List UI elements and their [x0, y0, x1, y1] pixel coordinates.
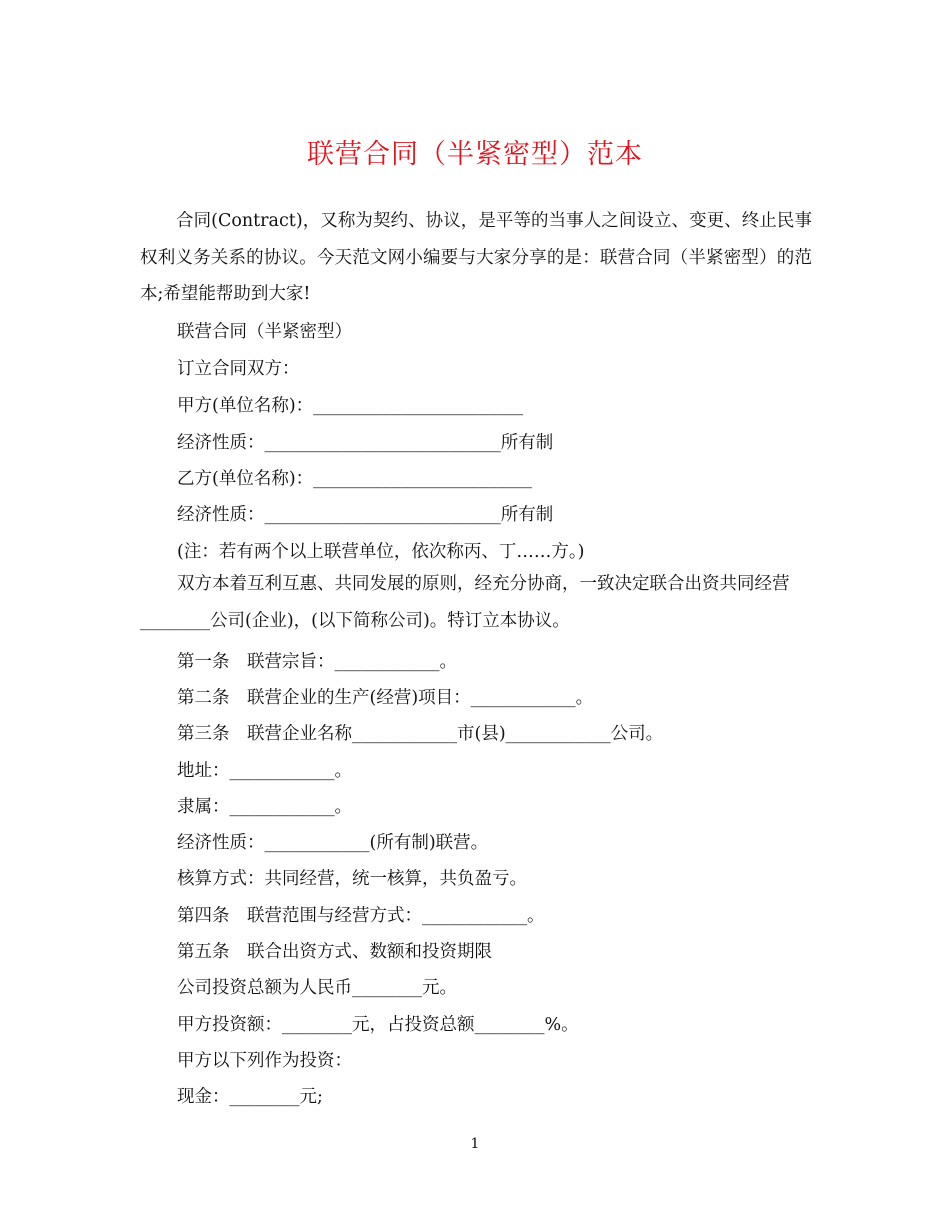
affiliation-line: 隶属：____________。: [177, 797, 352, 817]
party-b-name-line: 乙方(单位名称)：_________________________: [177, 469, 532, 489]
clause-4: 第四条 联营范围与经营方式：____________。: [177, 906, 545, 926]
clause-1: 第一条 联营宗旨：____________。: [177, 652, 457, 672]
contract-name-line: 联营合同（半紧密型）: [177, 322, 352, 342]
party-a-investment-items-line: 甲方以下列作为投资：: [177, 1051, 352, 1071]
party-a-nature-line: 经济性质：___________________________所有制: [177, 433, 554, 453]
accounting-method-line: 核算方式：共同经营，统一核算，共负盈亏。: [177, 869, 527, 889]
clause-3: 第三条 联营企业名称____________市(县)____________公司。: [177, 724, 664, 744]
page-number: 1: [470, 1136, 480, 1152]
agreement-paragraph: 双方本着互利互惠、共同发展的原则，经充分协商，一致决定联合出资共同经营________公司(企业)，(以下简称公司)。特订立本协议。: [140, 574, 790, 631]
note-line: (注：若有两个以上联营单位，依次称丙、丁……方。): [177, 542, 585, 562]
parties-heading: 订立合同双方：: [177, 359, 300, 379]
cash-line: 现金：________元;: [177, 1087, 323, 1107]
party-a-investment-line: 甲方投资额：________元，占投资总额________%。: [177, 1015, 579, 1035]
economic-nature-line: 经济性质：____________(所有制)联营。: [177, 833, 489, 853]
clause-2: 第二条 联营企业的生产(经营)项目：____________。: [177, 688, 594, 708]
address-line: 地址：____________。: [177, 761, 352, 781]
party-b-nature-line: 经济性质：___________________________所有制: [177, 505, 554, 525]
document-title: 联营合同（半紧密型）范本: [307, 139, 643, 170]
clause-5: 第五条 联合出资方式、数额和投资期限: [177, 942, 492, 962]
party-a-name-line: 甲方(单位名称)：________________________: [177, 396, 524, 416]
total-investment-line: 公司投资总额为人民币________元。: [177, 978, 457, 998]
intro-paragraph: 合同(Contract)，又称为契约、协议，是平等的当事人之间设立、变更、终止民事权利义务关系的协议。今天范文网小编要与大家分享的是：联营合同（半紧密型）的范本;希望能帮助到大家!: [140, 211, 812, 304]
